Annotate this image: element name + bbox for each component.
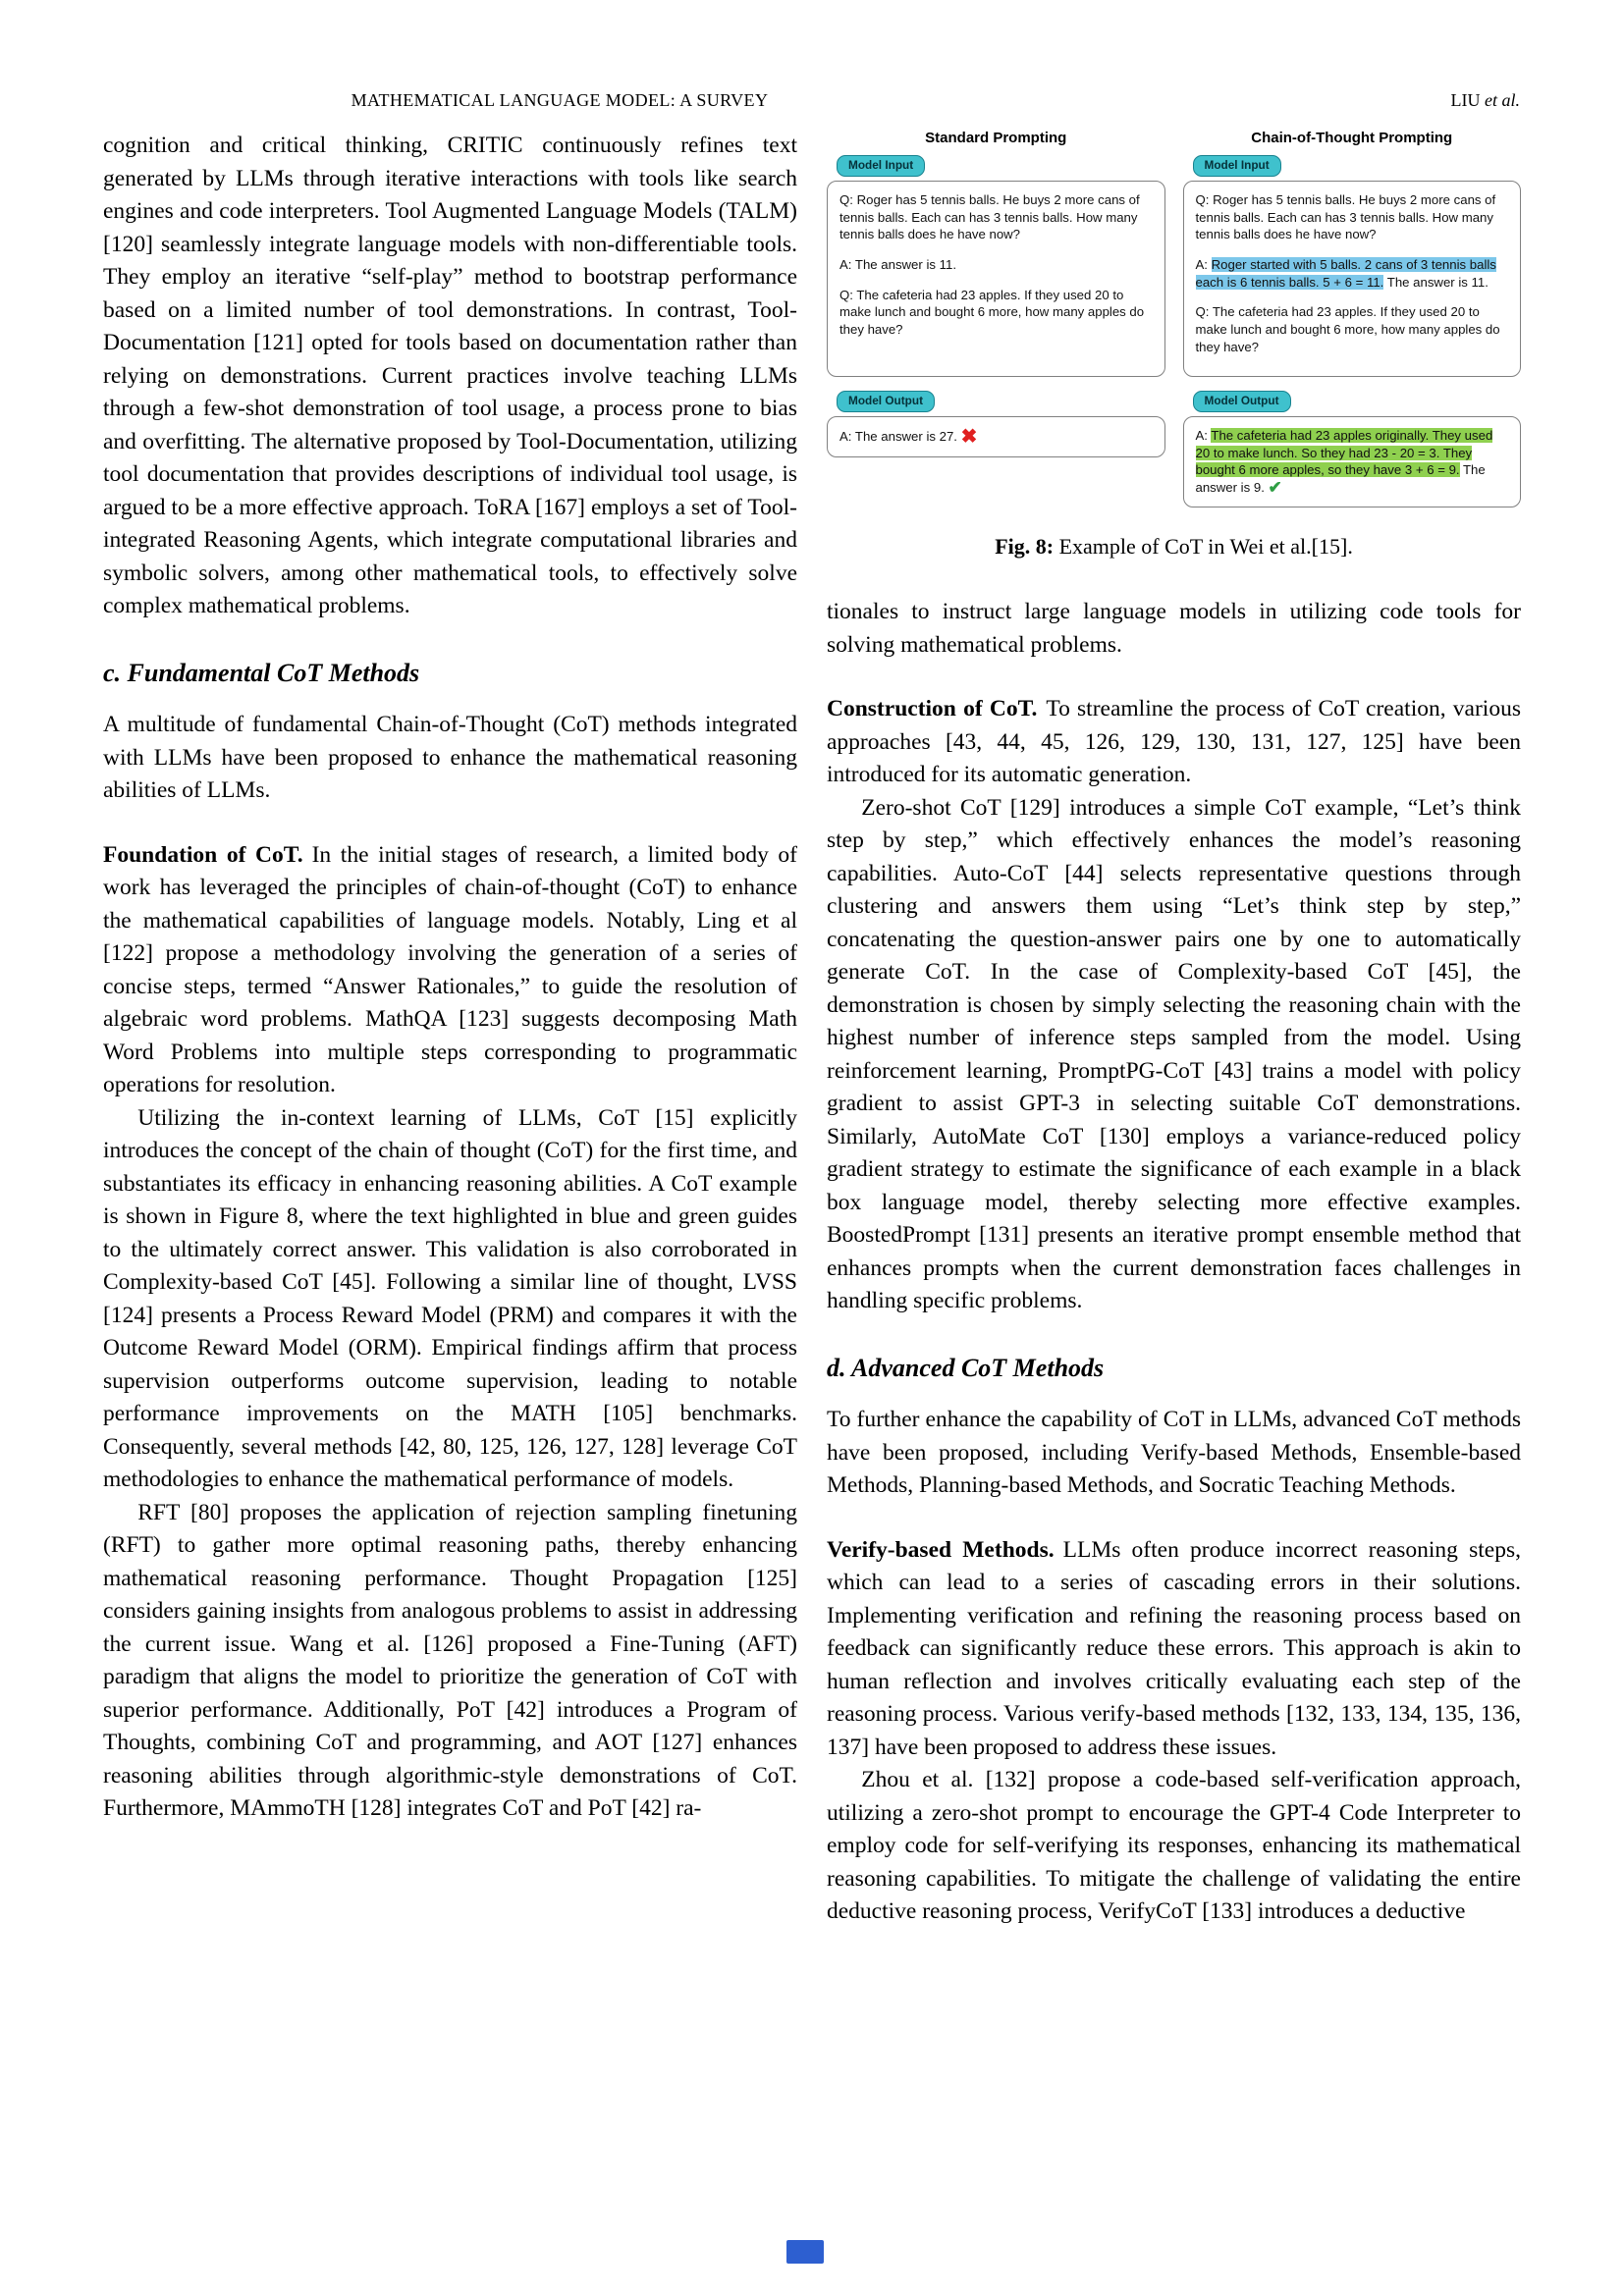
prompt-panel — [827, 130, 1165, 507]
text-run: A: — [1195, 256, 1212, 272]
model-output-label: Model Output — [1193, 391, 1291, 412]
panel-title: Standard Prompting — [925, 130, 1067, 146]
highlight-green-text: The cafeteria had 23 apples originally. They used 20 to make lunch. So they had 23 - 20 = 3. They bought 6 more apples, so they have 3 + 6 = 9. — [1195, 427, 1493, 478]
model-input-box — [1183, 181, 1522, 377]
paragraph-rft: RFT [80] proposes the application of rejection sampling finetuning (RFT) to gather more optimal reasoning paths, thereby enhancing mathematical reasoning performance. Thought Propagation [125] considers gaining insights from analogous problems to assist in addressing the current issue. Wang et al. [126] proposed a Fine-Tuning (AFT) paradigm that aligns the model to prioritize the generation of CoT with superior performance. Additionally, PoT [42] introduces a Program of Thoughts, combining CoT and programming, and AOT [127] enhances reasoning abilities through algorithmic-style demonstrations of CoT. Furthermore, MAmmoTH [128] integrates CoT and PoT [42] ra- — [103, 1499, 797, 1821]
prompt-text — [839, 427, 1153, 447]
correct-check-icon: ✔ — [1268, 477, 1282, 497]
paragraph-cot-intro: A multitude of fundamental Chain-of-Thought (CoT) methods integrated with LLMs have been proposed to enhance the mathematical reasoning abilities of LLMs. — [103, 712, 797, 803]
prompt-text — [839, 287, 1153, 339]
prompt-text — [1196, 191, 1509, 243]
text-run: A: The answer is 11. — [839, 256, 956, 272]
model-input-label: Model Input — [837, 155, 925, 177]
model-output-box — [827, 416, 1165, 457]
text-run: A: The answer is 27. — [839, 428, 961, 444]
text-run: Q: Roger has 5 tennis balls. He buys 2 more cans of tennis balls. Each can has 3 tennis balls. How many tennis balls does he have now? — [839, 191, 1140, 242]
paragraph-construction — [827, 693, 1521, 792]
author-name: LIU — [1450, 90, 1481, 110]
paragraph-advanced-intro: To further enhance the capability of CoT in LLMs, advanced CoT methods have been proposed, including Verify-based Methods, Ensemble-based Methods, Planning-based Methods, and Socratic Teaching Methods. — [827, 1407, 1521, 1499]
text-run: The answer is 9. — [1195, 462, 1486, 495]
paragraph-incontext: Utilizing the in-context learning of LLMs, CoT [15] explicitly introduces the concept of the chain of thought (CoT) for the first time, and substantiates its efficacy in enhancing reasoning abilities. A CoT example is shown in Figure 8, where the text highlighted in blue and green guides to the ultimately correct answer. This validation is also corroborated in Complexity-based CoT [45]. Following a similar line of thought, LVSS [124] presents a Process Reward Model (PRM) and compares it with the Outcome Reward Model (ORM). Empirical findings affirm that process supervision outperforms outcome supervision, leading to notable performance improvements on the MATH [105] benchmarks. Consequently, several methods [42, 80, 125, 126, 127, 128] leverage CoT methodologies to enhance the mathematical performance of models. — [103, 1104, 797, 1492]
paragraph-tionales: tionales to instruct large language models in utilizing code tools for solving mathematical problems. — [827, 599, 1521, 658]
paragraph-text-construction: To streamline the process of CoT creation, various approaches [43, 44, 45, 126, 129, 130, 131, 127, 125] have been introduced for its automatic generation. — [827, 696, 1521, 788]
right-column — [827, 130, 1521, 1929]
left-column — [103, 130, 797, 1826]
prompt-text — [839, 256, 1153, 274]
paragraph-text-foundation: In the initial stages of research, a limited body of work has leveraged the principles of chain-of-thought (CoT) to enhance the mathematical capabilities of language models. Notably, Ling et al [122] propose a methodology involving the generation of a series of concise steps, termed “Answer Rationales,” to guide the resolution of algebraic word problems. MathQA [123] suggests decomposing Math Word Problems into multiple steps corresponding to programmatic operations for resolution. — [103, 841, 798, 1097]
model-input-label: Model Input — [1193, 155, 1281, 177]
figure-8 — [827, 130, 1521, 561]
paragraph-lead-verify: Verify-based Methods. — [827, 1536, 1055, 1563]
section-heading-c: c. Fundamental CoT Methods — [103, 658, 420, 687]
paragraph-zeroshot: Zero-shot CoT [129] introduces a simple CoT example, “Let’s think step by step,” which effectively enhances the model’s reasoning capabilities. Auto-CoT [44] selects representative questions through clustering and answers them using “Let’s think step by step,” concatenating the question-answer pairs one by one to automatically generate CoT. In the case of Complexity-based CoT [45], the demonstration is chosen by simply selecting the reasoning chain with the highest number of inference steps sampled from the model. Using reinforcement learning, PromptPG-CoT [43] trains a model with policy gradient to assist GPT-3 in selecting suitable CoT demonstrations. Similarly, AutoMate CoT [130] employs a variance-reduced policy gradient strategy to estimate the significance of each example in a black box language model, thereby selecting more effective examples. BoostedPrompt [131] presents an iterative prompt ensemble method that enhances prompts when the current demonstration faces challenges in handling specific problems. — [827, 794, 1521, 1314]
model-output-label: Model Output — [837, 391, 935, 412]
figure-panels — [827, 130, 1521, 507]
model-input-box — [827, 181, 1165, 377]
text-run: A: — [1195, 427, 1212, 443]
running-head-author — [1451, 90, 1521, 111]
paragraph-zhou: Zhou et al. [132] propose a code-based self-verification approach, utilizing a zero-shot prompt to encourage the GPT-4 Code Interpreter to employ code for self-verifying its responses, enhancing its mathematical reasoning capabilities. To mitigate the challenge of validating the entire deductive reasoning process, VerifyCoT [133] introduces a deductive — [827, 1767, 1521, 1925]
text-run: Q: Roger has 5 tennis balls. He buys 2 more cans of tennis balls. Each can has 3 tennis balls. How many tennis balls does he have now? — [1195, 191, 1496, 242]
paragraph-lead-construction: Construction of CoT. — [827, 696, 1038, 722]
prompt-panel — [1183, 130, 1522, 507]
figure-caption-label: Fig. 8: — [995, 533, 1055, 559]
figure-caption-text: Example of CoT in Wei et al.[15]. — [1054, 533, 1353, 559]
prompt-text — [839, 191, 1153, 243]
prompt-text — [1196, 427, 1509, 497]
text-run: Q: The cafeteria had 23 apples. If they used 20 to make lunch and bought 6 more, how many apples do they have? — [839, 287, 1145, 338]
paragraph-lead-foundation: Foundation of CoT. — [103, 841, 303, 868]
model-output-box — [1183, 416, 1522, 507]
prompt-text — [1196, 256, 1509, 291]
paragraph-verify — [827, 1534, 1521, 1765]
author-etal: et al. — [1480, 90, 1520, 110]
incorrect-cross-icon: ✖ — [960, 425, 978, 448]
text-run: Q: The cafeteria had 23 apples. If they used 20 to make lunch and bought 6 more, how many apples do they have? — [1195, 304, 1500, 354]
panel-title: Chain-of-Thought Prompting — [1251, 130, 1453, 146]
highlight-blue-text: Roger started with 5 balls. 2 cans of 3 tennis balls each is 6 tennis balls. 5 + 6 = 11. — [1195, 256, 1496, 290]
text-run: The answer is 11. — [1383, 274, 1489, 290]
paragraph-text-verify: LLMs often produce incorrect reasoning steps, which can lead to a series of cascading errors in their solutions. Implementing verification and refining the reasoning process based on feedback can significantly reduce these errors. This approach is akin to human reflection and involves critically evaluating each step of the reasoning process. Various verify-based methods [132, 133, 134, 135, 136, 137] have been proposed to address these issues. — [827, 1536, 1521, 1760]
paragraph-tools: cognition and critical thinking, CRITIC continuously refines text generated by LLMs through iterative interactions with tools like search engines and code interpreters. Tool Augmented Language Models (TALM) [120] seamlessly integrate language models with non-differentiable tools. They employ an iterative “self-play” method to bootstrap performance based on a limited number of tool demonstrations. In contrast, Tool-Documentation [121] opted for tools based on documentation rather than relying on demonstrations. Current practices involve teaching LLMs through a few-shot demonstration of tool usage, a process prone to bias and overfitting. The alternative proposed by Tool-Documentation, utilizing tool documentation that provides descriptions of individual tool usage, is argued to be a more effective approach. ToRA [167] employs a set of Tool-integrated Reasoning Agents, which integrate computational libraries and symbolic solvers, among other mathematical tools, to effectively solve complex mathematical problems. — [103, 133, 797, 618]
section-heading-d: d. Advanced CoT Methods — [827, 1353, 1105, 1382]
running-head-title: MATHEMATICAL LANGUAGE MODEL: A SURVEY — [351, 90, 769, 110]
prompt-text — [1196, 303, 1509, 355]
paragraph-foundation — [103, 839, 797, 1102]
figure-caption — [827, 533, 1521, 561]
page-number-marker — [786, 2240, 824, 2264]
